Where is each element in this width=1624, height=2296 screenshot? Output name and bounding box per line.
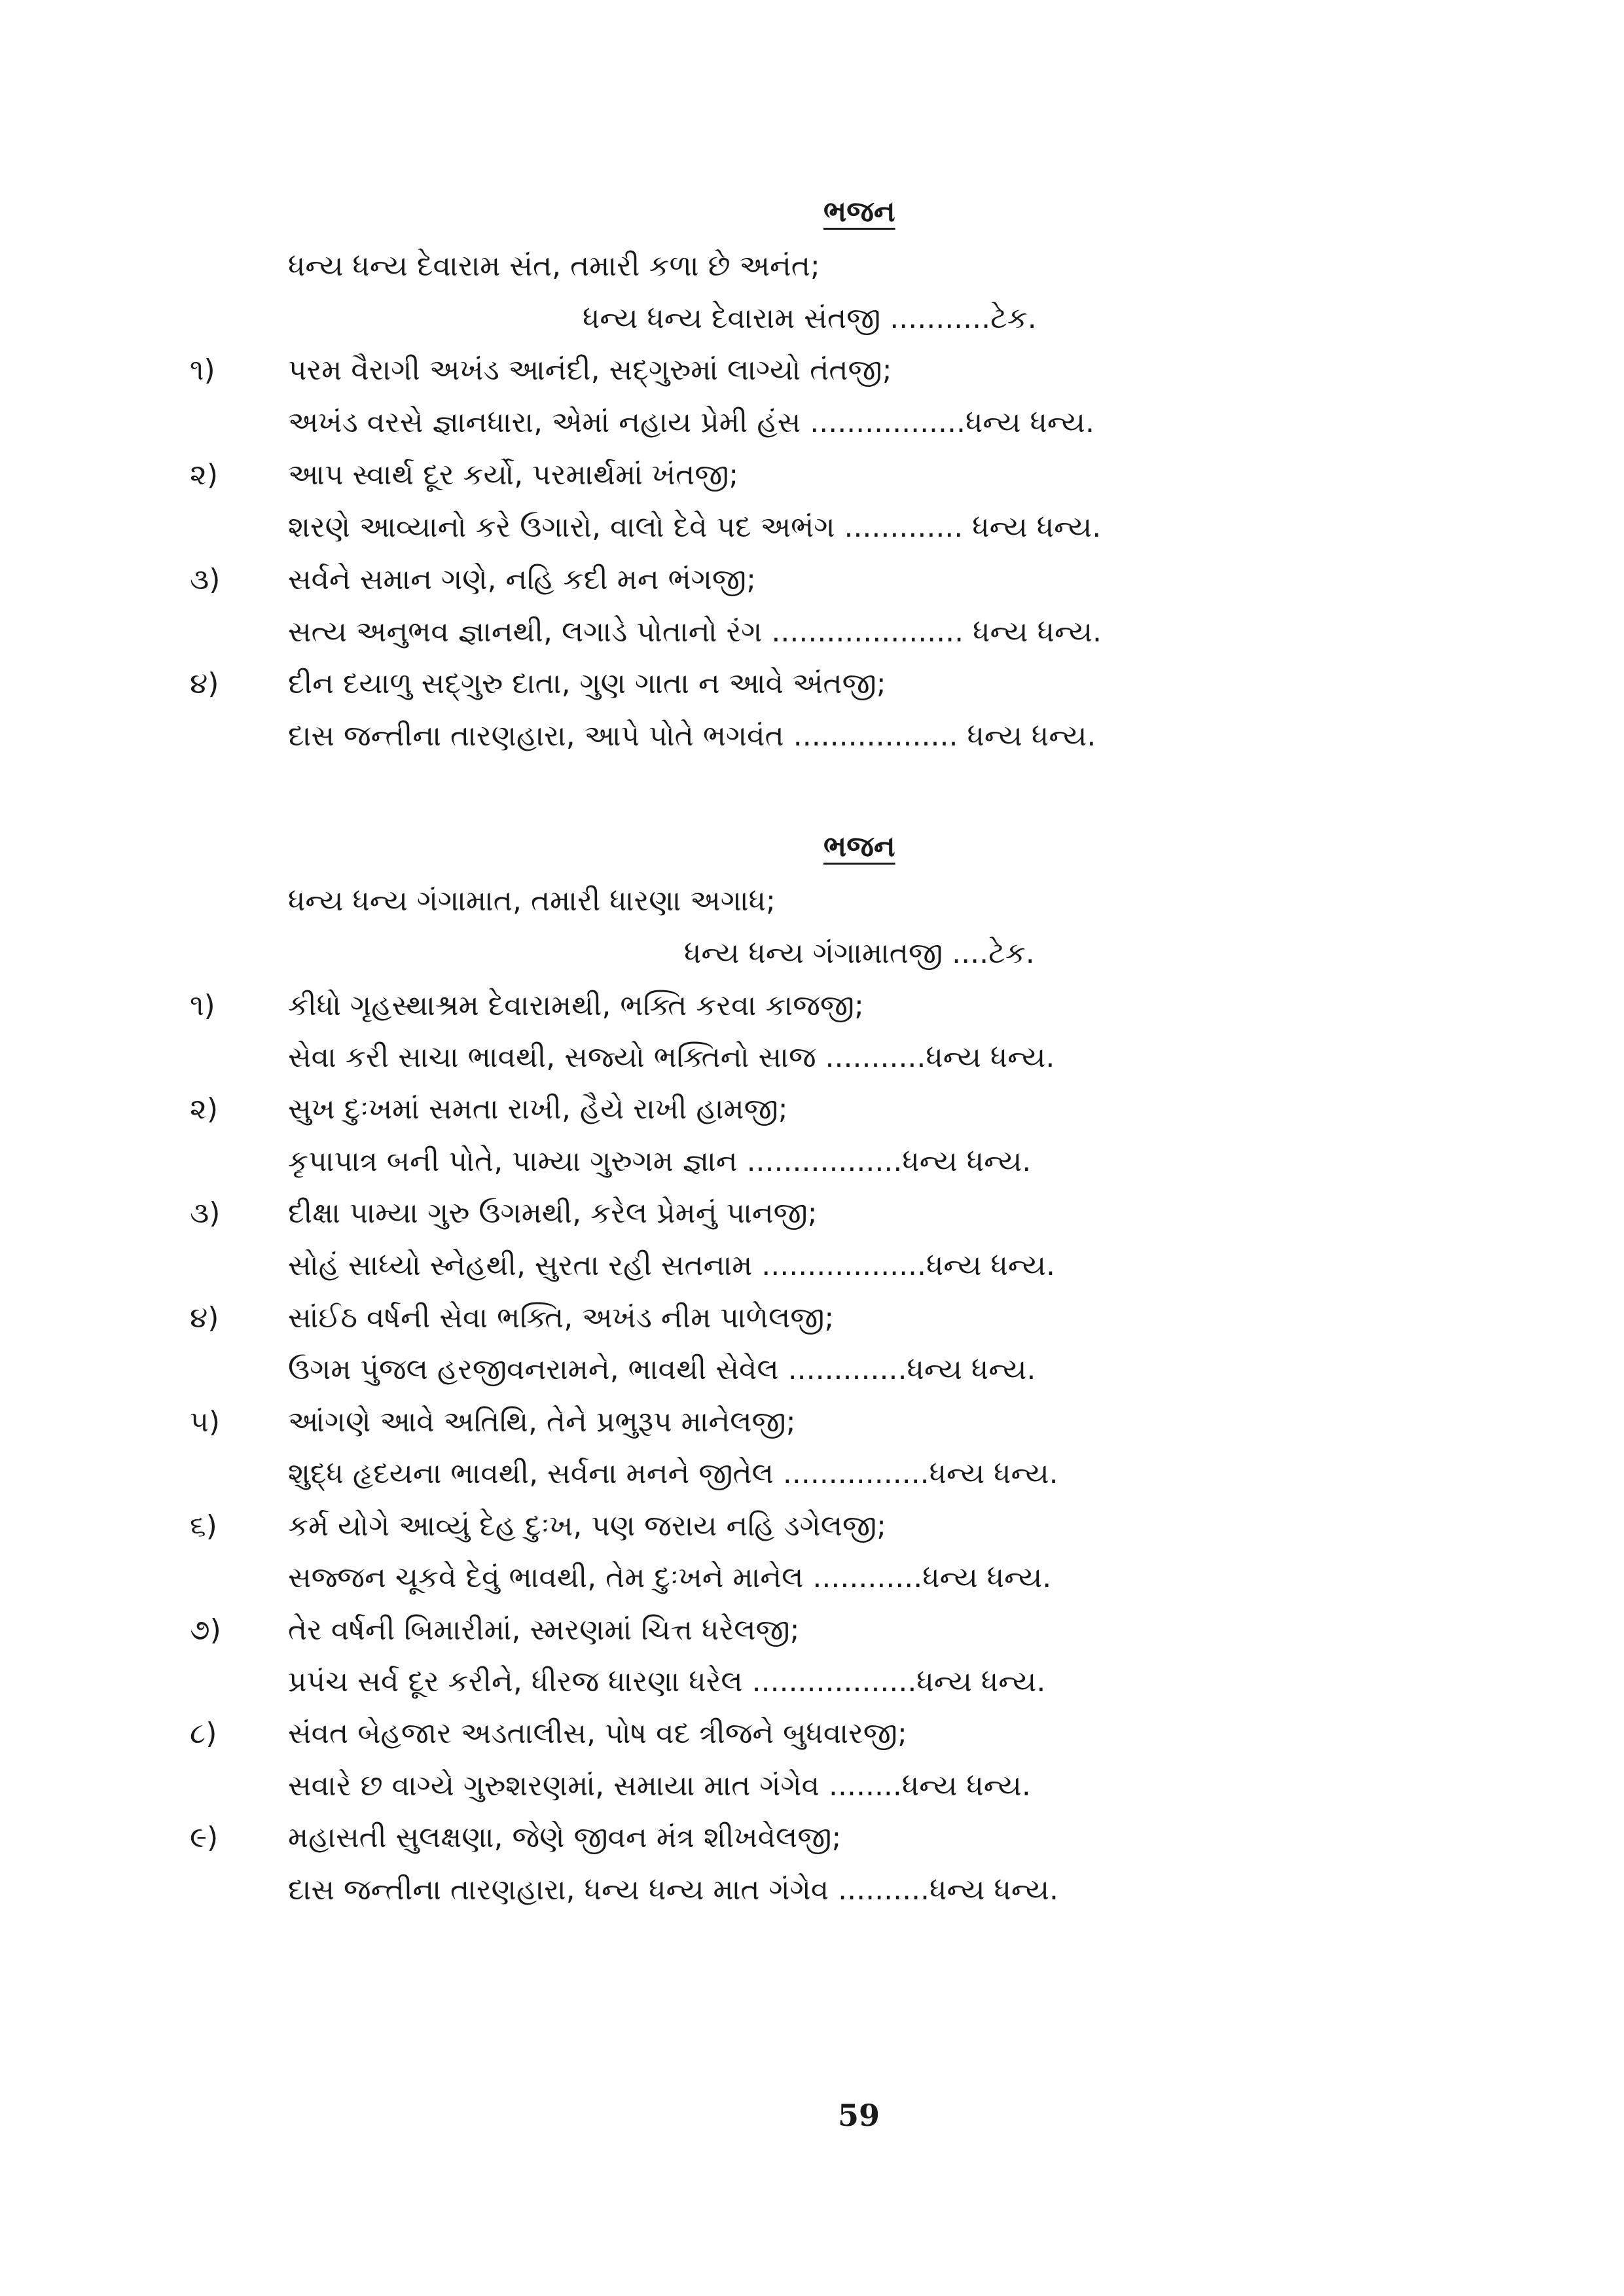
section-2-verse-9-number: ૯) [190, 1821, 219, 1854]
section-1-verse-2-line-2: શરણે આવ્યાનો કરે ઉગારો, વાલો દેવે પદ અભંગ ............. ધન્ય ધન્ય. [288, 511, 1102, 544]
section-2-verse-2-line-2: કૃપાપાત્ર બની પોતે, પામ્યા ગુરુગમ જ્ઞાન .................ધન્ય ધન્ય. [288, 1145, 1032, 1178]
section-2-verse-5-number: ૫) [190, 1405, 221, 1439]
section-2-verse-5-line-1: આંગણે આવે અતિથિ, તેને પ્રભુરૂપ માનેલજી; [288, 1405, 796, 1439]
section-1-verse-1-line-1: પરમ વૈરાગી અખંડ આનંદી, સદ્ગુરુમાં લાગ્યો તંતજી; [288, 353, 892, 387]
section-1-refrain-line-2: ધન્ય ધન્ય દેવારામ સંતજી ...........ટેક. [583, 302, 1037, 335]
section-2-verse-2-number: ૨) [190, 1092, 218, 1126]
section-2-verse-3-number: ૩) [190, 1196, 221, 1230]
section-2-verse-1-line-2: સેવા કરી સાચા ભાવથી, સજ્યો ભક્તિનો સાજ ...........ધન્ય ધન્ય. [288, 1041, 1055, 1074]
section-2-verse-4-number: ૪) [190, 1301, 219, 1335]
section-1-verse-4-line-2: દાસ જન્તીના તારણહારા, આપે પોતે ભગવંત .................. ધન્ય ધન્ય. [288, 719, 1096, 753]
section-2-verse-6-line-1: કર્મ યોગે આવ્યું દેહ દુઃખ, પણ જરાય નહિ ડગેલજી; [288, 1509, 886, 1543]
section-1-verse-1-number: ૧) [190, 353, 215, 387]
section-1-verse-1-line-2: અખંડ વરસે જ્ઞાનધારા, એમાં નહાય પ્રેમી હંસ .................ધન્ય ધન્ય. [288, 406, 1094, 439]
section-2-verse-7-number: ૭) [190, 1613, 221, 1647]
section-1-verse-3-line-1: સર્વને સમાન ગણે, નહિ કદી મન ભંગજી; [288, 563, 756, 596]
section-2-verse-3-line-1: દીક્ષા પામ્યા ગુરુ ઉગમથી, કરેલ પ્રેમનું પાનજી; [288, 1196, 818, 1230]
section-1-heading: ભજન [823, 195, 895, 228]
section-1-refrain-line-1: ધન્ય ધન્ય દેવારામ સંત, તમારી કળા છે અનંત; [288, 249, 820, 283]
section-2-verse-9-line-2: દાસ જન્તીના તારણહારા, ધન્ય ધન્ય માત ગંગેવ ..........ધન્ય ધન્ય. [288, 1873, 1058, 1907]
section-2-verse-4-line-1: સાંઈઠ વર્ષની સેવા ભક્તિ, અખંડ નીમ પાળેલજી; [288, 1301, 835, 1335]
section-2-heading: ભજન [823, 830, 895, 863]
section-2-verse-9-line-1: મહાસતી સુલક્ષણા, જેણે જીવન મંત્ર શીખવેલજી; [288, 1821, 842, 1854]
section-1-verse-2-line-1: આપ સ્વાર્થ દૂર કર્યો, પરમાર્થમાં ખંતજી; [288, 458, 739, 492]
section-2-verse-5-line-2: શુદ્ધ હૃદયના ભાવથી, સર્વના મનને જીતેલ ................ધન્ય ધન્ય. [288, 1457, 1058, 1490]
section-2-verse-6-line-2: સજ્જન ચૂકવે દેવું ભાવથી, તેમ દુઃખને માનેલ ............ધન્ય ધન્ય. [288, 1561, 1052, 1594]
section-2-verse-8-line-1: સંવત બેહજાર અડતાલીસ, પોષ વદ ત્રીજને બુધવારજી; [288, 1717, 907, 1750]
section-2-verse-2-line-1: સુખ દુઃખમાં સમતા રાખી, હૈયે રાખી હામજી; [288, 1092, 788, 1126]
section-2-verse-1-number: ૧) [190, 989, 215, 1022]
section-2-verse-4-line-2: ઉગમ પુંજલ હરજીવનરામને, ભાવથી સેવેલ .............ધન્ય ધન્ય. [288, 1353, 1036, 1386]
page-number: 59 [838, 2098, 880, 2133]
section-2-verse-3-line-2: સોહં સાધ્યો સ્નેહથી, સુરતા રહી સતનામ ..................ધન્ય ધન્ય. [288, 1249, 1055, 1282]
section-2-refrain-line-1: ધન્ય ધન્ય ગંગામાત, તમારી ધારણા અગાધ; [288, 884, 776, 918]
section-1-verse-2-number: ૨) [190, 458, 218, 492]
section-2-verse-8-number: ૮) [190, 1717, 217, 1750]
section-2-verse-1-line-1: કીધો ગૃહસ્થાશ્રમ દેવારામથી, ભક્તિ કરવા કાજજી; [288, 989, 864, 1022]
section-1-verse-3-line-2: સત્ય અનુભવ જ્ઞાનથી, લગાડે પોતાનો રંગ ..................... ધન્ય ધન્ય. [288, 615, 1102, 649]
section-2-verse-8-line-2: સવારે છ વાગ્યે ગુરુશરણમાં, સમાયા માત ગંગેવ ........ધન્ય ધન્ય. [288, 1769, 1031, 1803]
section-2-refrain-line-2: ધન્ય ધન્ય ગંગામાતજી ....ટેક. [684, 937, 1035, 970]
section-1-verse-4-number: ૪) [190, 667, 219, 700]
section-2-verse-7-line-2: પ્રપંચ સર્વ દૂર કરીને, ધીરજ ધારણા ધરેલ ..................ધન્ય ધન્ય. [288, 1665, 1046, 1698]
section-2-verse-7-line-1: તેર વર્ષની બિમારીમાં, સ્મરણમાં ચિત્ત ધરેલજી; [288, 1613, 800, 1647]
section-1-verse-4-line-1: દીન દયાળુ સદ્ગુરુ દાતા, ગુણ ગાતા ન આવે અંતજી; [288, 667, 886, 700]
section-2-verse-6-number: ૬) [190, 1509, 217, 1543]
section-1-verse-3-number: ૩) [190, 563, 221, 596]
